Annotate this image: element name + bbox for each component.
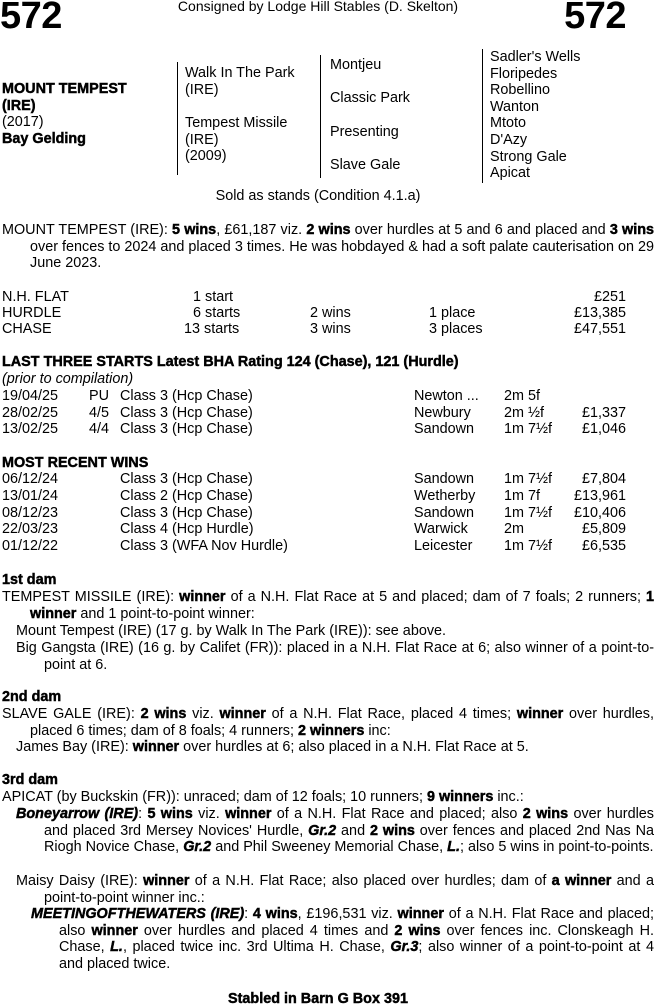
- summary-paragraph: MOUNT TEMPEST (IRE): 5 wins, £61,187 viz. 2 wins over hurdles at 5 and 6 and placed and 3 wins over fences to 2024 and placed 3 times. He was hobdayed & had a soft palate cauterisation on 29 June 2023.: [2, 222, 654, 272]
- recent-win-row: 08/12/23 Class 3 (Hcp Chase) Sandown 1m 7½f £10,406: [2, 505, 626, 521]
- boneyarrow-entry: Boneyarrow (IRE): 5 wins viz. winner of a N.H. Flat Race and placed; also 2 wins over hurdles and placed 3rd Mersey Novices' Hurdle, Gr.2 and 2 wins over fences and placed 2nd Nas Na Riogh Novice Chase, Gr.2 and Phil Sweeney Memorial Chase, L.; also 5 wins in point-to-points.: [16, 806, 654, 856]
- record-row-flat: N.H. FLAT 1 start £251: [2, 289, 626, 305]
- first-dam-produce-1: Mount Tempest (IRE) (17 g. by Walk In The Park (IRE)): see above.: [16, 623, 447, 639]
- recent-win-row: 01/12/22 Class 3 (WFA Nov Hurdle) Leicester 1m 7½f £6,535: [2, 538, 626, 554]
- recent-win-row: 06/12/24 Class 3 (Hcp Chase) Sandown 1m 7½f £7,804: [2, 471, 626, 487]
- ggp-5: Mtoto: [490, 115, 526, 132]
- second-dam-paragraph: SLAVE GALE (IRE): 2 wins viz. winner of a N.H. Flat Race, placed 4 times; winner over hurdles, placed 6 times; dam of 8 foals; 4 runners; 2 winners inc:: [2, 706, 654, 739]
- last-start-row: 13/02/25 4/4 Class 3 (Hcp Chase) Sandown 1m 7½f £1,046: [2, 421, 626, 437]
- horse-name-line2: (IRE): [2, 97, 36, 114]
- dam-country: (IRE): [185, 131, 219, 148]
- stabling-footer: Stabled in Barn G Box 391: [228, 991, 408, 1007]
- grandsire-2: Presenting: [330, 124, 399, 140]
- great-grandparents: [490, 49, 580, 182]
- recent-win-row: 13/01/24 Class 2 (Hcp Chase) Wetherby 1m 7f £13,961: [2, 488, 626, 504]
- ggp-4: Wanton: [490, 98, 540, 115]
- granddam-1: Classic Park: [330, 90, 410, 106]
- granddam-2: Slave Gale: [330, 157, 401, 173]
- sire-country: (IRE): [185, 81, 219, 98]
- second-dam-heading: 2nd dam: [2, 689, 62, 705]
- grandsire-1: Montjeu: [330, 57, 382, 73]
- pedigree-divider-1: [177, 62, 178, 175]
- last-start-row: 19/04/25 PU Class 3 (Hcp Chase) Newton ... 2m 5f: [2, 388, 540, 404]
- third-dam-paragraph: APICAT (by Buckskin (FR)): unraced; dam of 12 foals; 10 runners; 9 winners inc.:: [2, 789, 524, 805]
- ggp-2: Floripedes: [490, 65, 558, 82]
- pedigree-divider-3: [482, 49, 483, 183]
- horse-identity: [2, 81, 127, 147]
- third-dam-heading: 3rd dam: [2, 772, 58, 788]
- pedigree-divider-2: [320, 55, 321, 178]
- lot-number-left: 572: [0, 0, 62, 37]
- first-dam-paragraph: TEMPEST MISSILE (IRE): winner of a N.H. Flat Race at 5 and placed; dam of 7 foals; 2 runners; 1 winner and 1 point-to-point winner:: [2, 589, 654, 622]
- second-dam-produce: James Bay (IRE): winner over hurdles at 6; also placed in a N.H. Flat Race at 5.: [16, 739, 529, 755]
- meetingofthewaters-entry: MEETINGOFTHEWATERS (IRE): 4 wins, £196,531 viz. winner of a N.H. Flat Race and placed; also winner over hurdles and placed 4 times and 2 wins over fences inc. Clonskeagh H. Chase, L., placed twice inc. 3rd Ultima H. Chase, Gr.3; also winner of a point-to-point at 4 and placed twice.: [31, 906, 654, 972]
- ggp-8: Apicat: [490, 165, 530, 182]
- maisy-daisy-entry: Maisy Daisy (IRE): winner of a N.H. Flat Race; also placed over hurdles; dam of a winner and a point-to-point winner inc.:: [16, 873, 654, 906]
- dam-name: Tempest Missile: [185, 115, 288, 131]
- record-row-hurdle: HURDLE 6 starts 2 wins 1 place £13,385: [2, 305, 626, 321]
- first-dam-heading: 1st dam: [2, 572, 57, 588]
- last-three-note: (prior to compilation): [2, 371, 134, 387]
- record-row-chase: CHASE 13 starts 3 wins 3 places £47,551: [2, 321, 626, 337]
- pedigree-dam: [185, 115, 287, 165]
- ggp-6: D'Azy: [490, 131, 528, 148]
- horse-year: (2017): [2, 114, 44, 131]
- recent-win-row: 22/03/23 Class 4 (Hcp Hurdle) Warwick 2m £5,809: [2, 521, 626, 537]
- horse-description: Bay Gelding: [2, 130, 86, 147]
- ggp-1: Sadler's Wells: [490, 49, 581, 65]
- horse-name-line1: MOUNT TEMPEST: [2, 81, 127, 97]
- first-dam-produce-2: Big Gangsta (IRE) (16 g. by Califet (FR)): placed in a N.H. Flat Race at 6; also winner of a point-to-point at 6.: [16, 640, 654, 673]
- last-three-heading: LAST THREE STARTS Latest BHA Rating 124 (Chase), 121 (Hurdle): [2, 354, 459, 370]
- sale-condition: Sold as stands (Condition 4.1.a): [215, 188, 421, 204]
- dam-year: (2009): [185, 148, 227, 165]
- recent-wins-heading: MOST RECENT WINS: [2, 455, 149, 471]
- ggp-3: Robellino: [490, 82, 551, 99]
- ggp-7: Strong Gale: [490, 148, 567, 165]
- sire-name: Walk In The Park: [185, 65, 295, 81]
- last-start-row: 28/02/25 4/5 Class 3 (Hcp Chase) Newbury 2m ½f £1,337: [2, 405, 626, 421]
- lot-number-right: 572: [564, 0, 626, 37]
- consignor: Consigned by Lodge Hill Stables (D. Skelton): [177, 0, 459, 14]
- pedigree-sire: [185, 65, 295, 98]
